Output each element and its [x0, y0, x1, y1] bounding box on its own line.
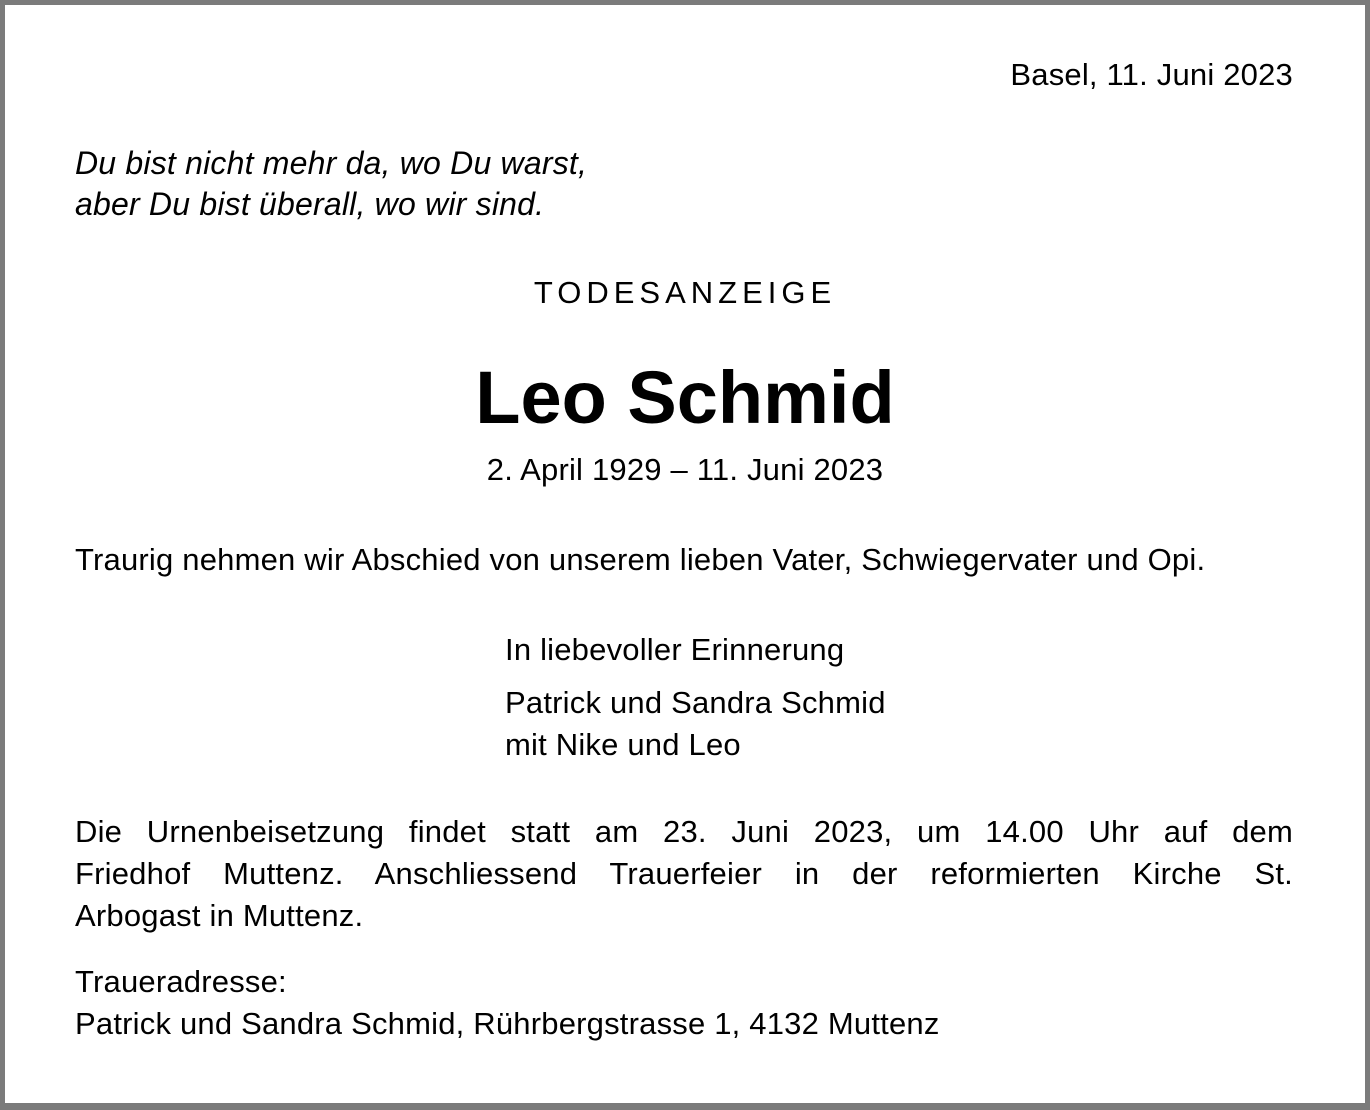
- mourners-block: [505, 682, 1293, 766]
- deceased-name: Leo Schmid: [475, 356, 895, 439]
- notice-type-label: TODESANZEIGE: [533, 275, 837, 310]
- dateline: Basel, 11. Juni 2023: [1010, 57, 1293, 92]
- lifespan-dates: 2. April 1929 – 11. Juni 2023: [486, 452, 884, 487]
- burial-line-1: Die Urnenbeisetzung findet statt am 23. Juni 2023, um 14.00 Uhr auf dem: [75, 814, 1293, 849]
- mourners-line-1: Patrick und Sandra Schmid: [505, 685, 886, 720]
- burial-paragraph: [75, 811, 1293, 937]
- intro-sentence: Traurig nehmen wir Abschied von unserem lieben Vater, Schwiegervater und Opi.: [75, 542, 1206, 577]
- epigraph-quote-line-1: Du bist nicht mehr da, wo Du warst,: [75, 145, 588, 181]
- mourning-address-label: Traueradresse:: [75, 964, 287, 999]
- epigraph-quote: [75, 143, 1293, 225]
- burial-line-2: Friedhof Muttenz. Anschliessend Trauerfeier in der reformierten Kirche St.: [75, 856, 1293, 891]
- memory-heading: In liebevoller Erinnerung: [505, 632, 845, 667]
- mourning-address-block: [75, 961, 1293, 1045]
- epigraph-quote-line-2: aber Du bist überall, wo wir sind.: [75, 186, 545, 222]
- mourning-address-line: Patrick und Sandra Schmid, Rührbergstrasse 1, 4132 Muttenz: [75, 1006, 940, 1041]
- burial-line-3: Arbogast in Muttenz.: [75, 898, 364, 933]
- mourners-line-2: mit Nike und Leo: [505, 727, 741, 762]
